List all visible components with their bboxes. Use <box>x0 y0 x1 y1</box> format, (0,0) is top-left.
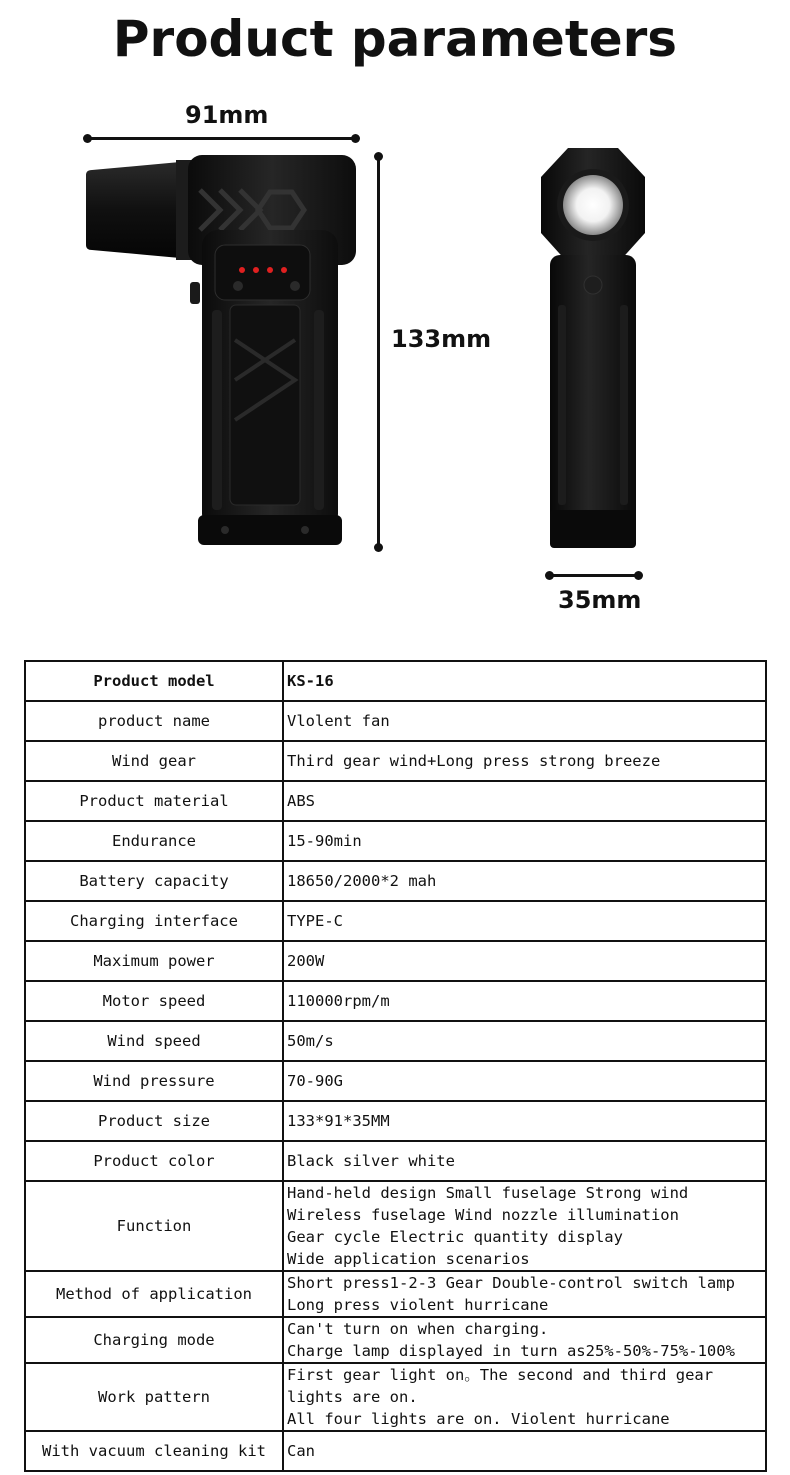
spec-value <box>283 861 766 901</box>
spec-value-line: 133*91*35MM <box>287 1112 390 1130</box>
spec-row <box>25 1181 766 1271</box>
spec-row <box>25 1101 766 1141</box>
spec-value-line: Short press1-2-3 Gear Double-control switch lamp <box>287 1274 735 1292</box>
depth-dimension-label: 35mm <box>558 586 642 614</box>
spec-value-line: Charge lamp displayed in turn as25%-50%-75%-100% <box>287 1342 735 1360</box>
spec-value-line: 18650/2000*2 mah <box>287 872 437 890</box>
spec-row <box>25 701 766 741</box>
spec-value-line: Third gear wind+Long press strong breeze <box>287 752 661 770</box>
spec-label: Product model <box>25 661 283 701</box>
width-dimension-line <box>88 137 356 140</box>
depth-dimension-start <box>545 571 554 580</box>
spec-value-line: KS-16 <box>287 672 334 690</box>
spec-label: Product material <box>25 781 283 821</box>
spec-value <box>283 901 766 941</box>
spec-row <box>25 781 766 821</box>
spec-value-line: Long press violent hurricane <box>287 1296 549 1314</box>
spec-row <box>25 1363 766 1431</box>
spec-value <box>283 661 766 701</box>
spec-row <box>25 1431 766 1471</box>
spec-label: Product color <box>25 1141 283 1181</box>
spec-value-line: Hand-held design Small fuselage Strong wind <box>287 1184 689 1202</box>
spec-value-line: 50m/s <box>287 1032 334 1050</box>
width-dimension-end <box>351 134 360 143</box>
page-title: Product parameters <box>112 10 678 68</box>
product-front-view-image <box>80 150 360 550</box>
spec-value-line: TYPE-C <box>287 912 343 930</box>
spec-value-line: Wireless fuselage Wind nozzle illumination <box>287 1206 679 1224</box>
spec-value-line: 15-90min <box>287 832 362 850</box>
depth-dimension-end <box>634 571 643 580</box>
spec-value-line: Vlolent fan <box>287 712 390 730</box>
spec-label: Battery capacity <box>25 861 283 901</box>
spec-table <box>24 660 767 1472</box>
spec-value-line: lights are on. <box>287 1388 418 1406</box>
spec-row <box>25 1141 766 1181</box>
spec-value <box>283 1317 766 1363</box>
spec-value-line: Black silver white <box>287 1152 455 1170</box>
product-side-view-image <box>538 145 648 550</box>
spec-label: Endurance <box>25 821 283 861</box>
spec-row <box>25 741 766 781</box>
spec-value-line: Wide application scenarios <box>287 1250 530 1268</box>
spec-row <box>25 941 766 981</box>
spec-row <box>25 901 766 941</box>
height-dimension-line <box>377 157 380 548</box>
spec-value <box>283 941 766 981</box>
depth-dimension-line <box>550 574 639 577</box>
spec-value <box>283 1431 766 1471</box>
spec-value-line: First gear light on。The second and third gear <box>287 1366 714 1384</box>
spec-label: Wind speed <box>25 1021 283 1061</box>
spec-value <box>283 701 766 741</box>
spec-label: Motor speed <box>25 981 283 1021</box>
spec-label: Product size <box>25 1101 283 1141</box>
spec-value-line: Can't turn on when charging. <box>287 1320 549 1338</box>
spec-row <box>25 981 766 1021</box>
spec-row <box>25 661 766 701</box>
spec-label: Wind pressure <box>25 1061 283 1101</box>
height-dimension-label: 133mm <box>391 325 492 353</box>
spec-label: Charging interface <box>25 901 283 941</box>
spec-value <box>283 1061 766 1101</box>
spec-value <box>283 1271 766 1317</box>
spec-row <box>25 1061 766 1101</box>
spec-value-line: ABS <box>287 792 315 810</box>
spec-value <box>283 781 766 821</box>
spec-value-line: 110000rpm/m <box>287 992 390 1010</box>
spec-value <box>283 1363 766 1431</box>
spec-label: Wind gear <box>25 741 283 781</box>
spec-value-line: Gear cycle Electric quantity display <box>287 1228 623 1246</box>
height-dimension-end <box>374 543 383 552</box>
spec-label: With vacuum cleaning kit <box>25 1431 283 1471</box>
spec-value <box>283 1181 766 1271</box>
spec-row <box>25 821 766 861</box>
spec-row <box>25 861 766 901</box>
height-dimension-start <box>374 152 383 161</box>
spec-label: Method of application <box>25 1271 283 1317</box>
width-dimension-start <box>83 134 92 143</box>
spec-label: product name <box>25 701 283 741</box>
spec-row <box>25 1021 766 1061</box>
spec-label: Work pattern <box>25 1363 283 1431</box>
width-dimension-label: 91mm <box>185 101 269 129</box>
spec-row <box>25 1271 766 1317</box>
spec-value-line: 200W <box>287 952 325 970</box>
spec-value <box>283 1141 766 1181</box>
spec-value-line: 70-90G <box>287 1072 343 1090</box>
spec-label: Function <box>25 1181 283 1271</box>
spec-value <box>283 821 766 861</box>
spec-value <box>283 981 766 1021</box>
spec-value-line: Can <box>287 1442 315 1460</box>
spec-table-body <box>25 661 766 1471</box>
spec-row <box>25 1317 766 1363</box>
spec-value <box>283 741 766 781</box>
spec-value <box>283 1101 766 1141</box>
spec-label: Maximum power <box>25 941 283 981</box>
spec-value <box>283 1021 766 1061</box>
spec-value-line: All four lights are on. Violent hurricane <box>287 1410 670 1428</box>
spec-label: Charging mode <box>25 1317 283 1363</box>
